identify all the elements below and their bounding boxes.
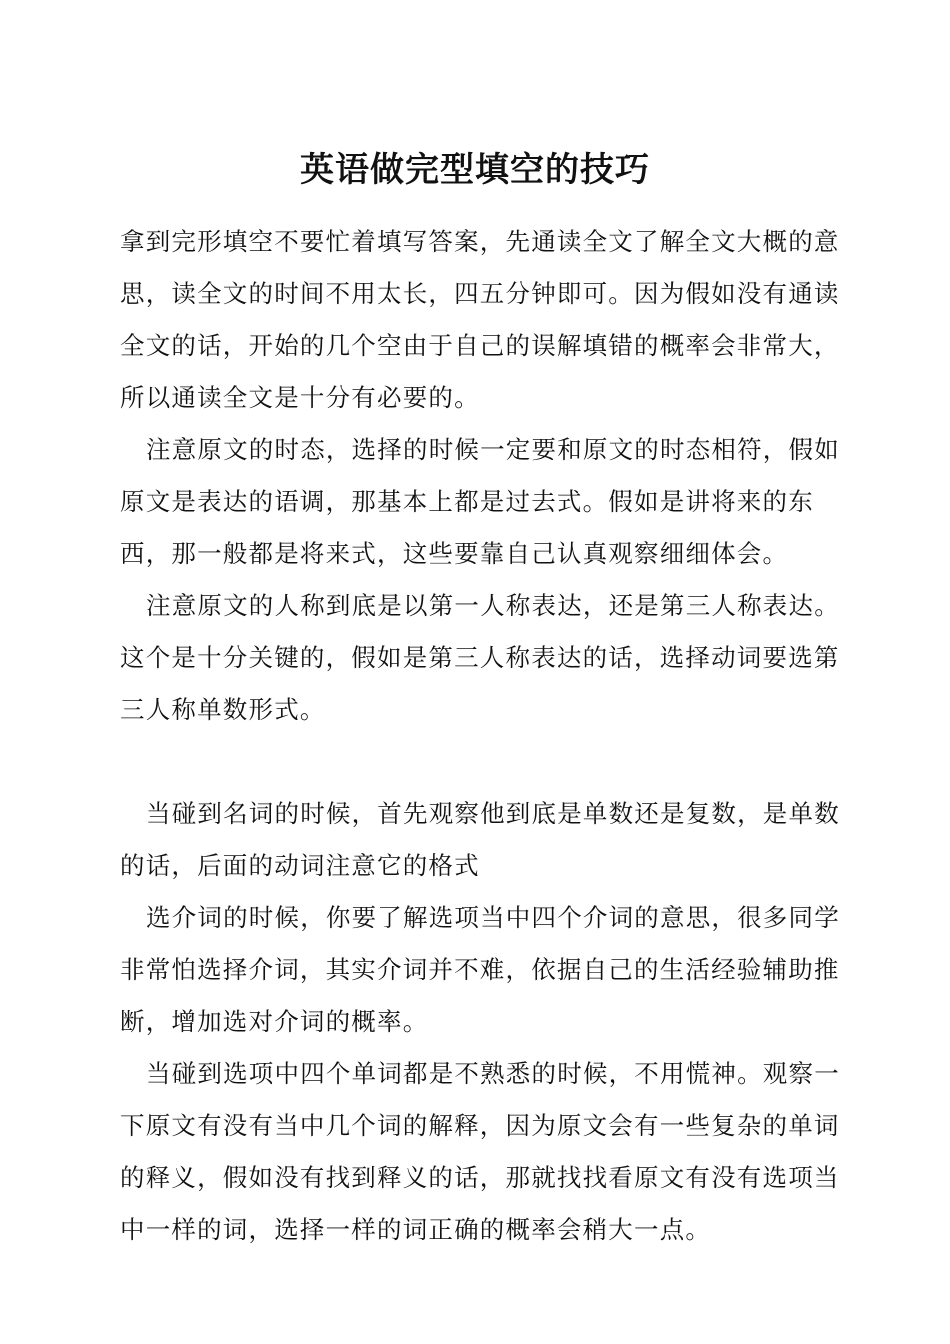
paragraph-1: 拿到完形填空不要忙着填写答案，先通读全文了解全文大概的意思，读全文的时间不用太长，四五分钟即可。因为假如没有通读全文的话，开始的几个空由于自己的误解填错的概率会非常大，所以通读全文是十分有必要的。 xyxy=(120,227,840,412)
paragraph-4: 当碰到名词的时候，首先观察他到底是单数还是复数，是单数的话，后面的动词注意它的格式 xyxy=(120,799,840,880)
paragraph-3: 注意原文的人称到底是以第一人称表达，还是第三人称表达。这个是十分关键的，假如是第三人称表达的话，选择动词要选第三人称单数形式。 xyxy=(120,591,840,724)
document-body xyxy=(120,216,840,1256)
paragraph-5: 选介词的时候，你要了解选项当中四个介词的意思，很多同学非常怕选择介词，其实介词并不难，依据自己的生活经验辅助推断，增加选对介词的概率。 xyxy=(120,903,840,1036)
document-title: 英语做完型填空的技巧 xyxy=(300,150,650,190)
paragraph-6: 当碰到选项中四个单词都是不熟悉的时候，不用慌神。观察一下原文有没有当中几个词的解释，因为原文会有一些复杂的单词的释义，假如没有找到释义的话，那就找找看原文有没有选项当中一样的词，选择一样的词正确的概率会稍大一点。 xyxy=(120,1059,840,1244)
paragraph-2: 注意原文的时态，选择的时候一定要和原文的时态相符，假如原文是表达的语调，那基本上都是过去式。假如是讲将来的东西，那一般都是将来式，这些要靠自己认真观察细细体会。 xyxy=(120,435,840,568)
paragraph-spacer xyxy=(120,736,840,788)
